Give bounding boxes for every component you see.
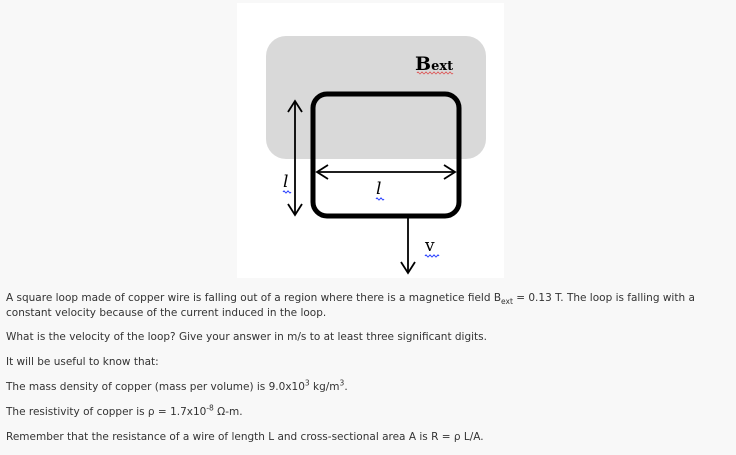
vertical-label-squiggle [283,191,291,193]
density-fact: The mass density of copper (mass per volume) is $9.0x10^3$ $kg/m^3$. [6,378,348,393]
horizontal-side-label: l [376,179,382,199]
resistivity-fact: The resistivity of copper is $\rho = 1.7x10^{-8}$ Ω-m. [6,403,243,418]
problem-text [6,291,730,445]
vertical-side-label: l [283,172,289,192]
problem-hint: It will be useful to know that: [6,356,159,368]
problem-intro: A square loop made of copper wire is falling out of a region where there is a magnetice field $B_{ext} = 0.13$ T. The loop is falling with a constant velocity because of the current induced in the loop. [6,292,695,319]
physics-figure [237,3,504,278]
problem-question: What is the velocity of the loop? Give your answer in m/s to at least three significant digits. [6,331,487,343]
horizontal-label-squiggle [376,198,384,200]
field-label: Bext [415,53,454,75]
loop-diagram [237,3,504,278]
resistance-note: Remember that the resistance of a wire of length L and cross-sectional area A is R = ρ L/A. [6,431,484,443]
velocity-label: v [425,236,435,256]
